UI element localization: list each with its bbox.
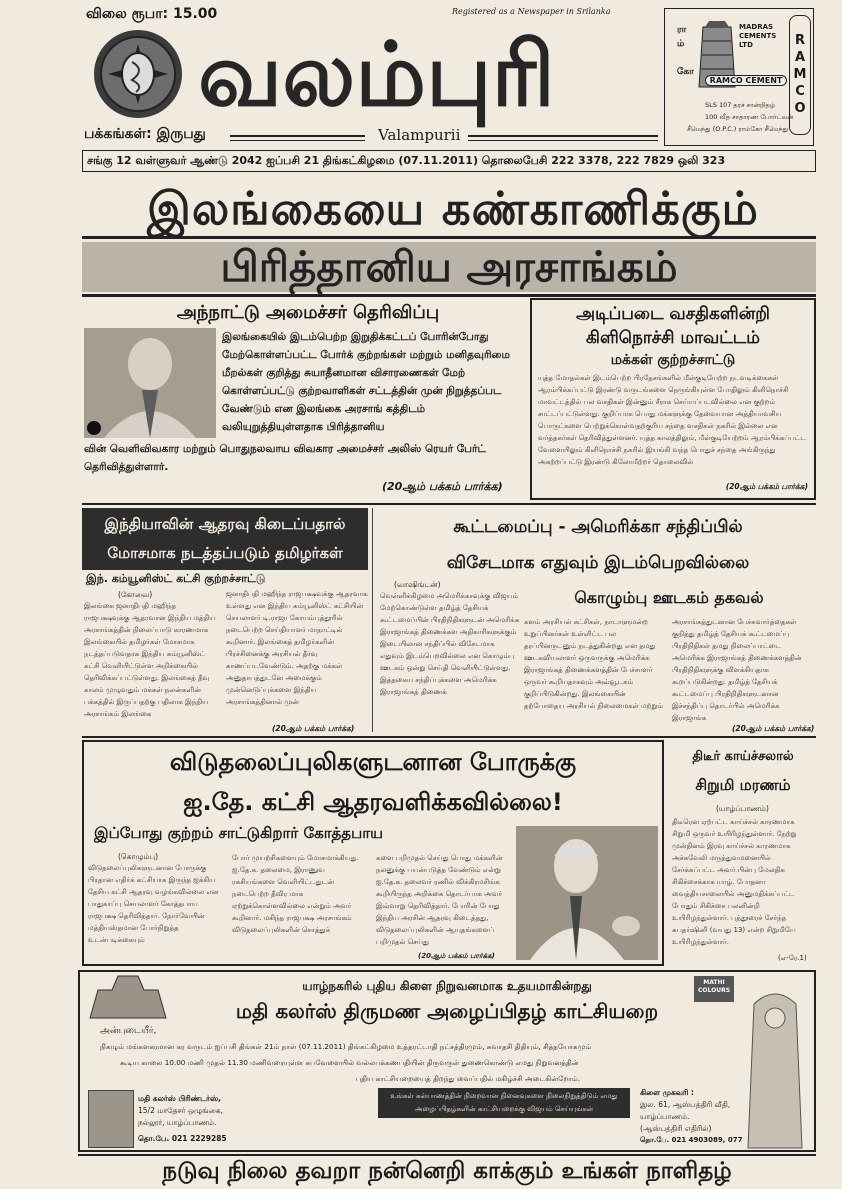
india-col-2: ஜனாதிபதி மஹிந்த ராஜபக்ஷவுக்கு ஆதரவாக உள்ளது என இந்திய கம்யூனிஸ்ட் கட்சியின் செயலாளர் டி.ராஜா கோயம்புத்தூரில் நடைபெற்ற செய்தியாளர் மாநாட்டில் கூறினார். இலங்கைத் தமிழர்களின் பிரச்சினைக்கு அரசியல் தீர்வு காணப்படவேண்டும். அதற்கு மக்கள் அனுதாபத்துடனே அமைக்கும் முன்னெடுப்புக்களை இந்திய அரசாங்கத்தினால் முன் [226, 590, 368, 706]
conch-emblem-icon [92, 28, 184, 120]
ad-phone: தொ.பே. 021 2229285 [138, 1134, 227, 1143]
death-code: (எ-ரே.1) [778, 954, 807, 962]
registration-note: Registered as a Newspaper in Srilanka [452, 7, 611, 16]
ltte-col-1: விடுதலைப்புலிகளுடனான போருக்கு பிரதான எதிர்க் கட்சியாக இருந்த ஐக்கிய தேசிய கட்சி ஆதரவு வழங்கவில்லை என பாதுகாப்பு செயலாளர் கோத்தபாய ராஜபக்ஷ தெரிவித்தார். நோர்வேயின் மத்தியஸ்தமான போர்நிறுத்த உடன்படிக்கையும் [88, 864, 219, 944]
ad-store-photo [88, 1090, 134, 1148]
tna-title-2: விசேடமாக எதுவும் இடம்பெறவில்லை [446, 553, 750, 573]
ad-right-3: (ஆஸ்பத்திரி எதிரில்) [640, 1124, 712, 1133]
ad-line-1: நிகழும் மங்களகரமான கர வருடம் ஐப்பசி திங்கள் 21ம் நாள் (07.11.2011) திங்கட்கிழமை உத்தரட்டாதி நட்சத்திரமும், சுவாதசி திதியும், சித்தயோகமும் [100, 1042, 592, 1051]
ad-top-line: யாழ்நகரில் புதிய கிளை நிறுவனமாக உதயமாகின்றது [302, 979, 592, 993]
kilinochchi-continued: (20ஆம் பக்கம் பார்க்க) [725, 482, 808, 491]
ramco-line-3: சீமெந்து (O.P.C.) ராம்கோ சீமெந்து [687, 125, 789, 133]
tna-col-1: வெள்ளிக்கிழமை அமெரிக்காவுக்கு விஜயம் மேற்கொண்டுள்ள தமிழ்த் தேசியக் கூட்டமைப்பின் பிரதிநிதிகளுடன் அமெரிக்க இராஜாங்கத் திணைக்கள அதிகாரிகளுக்கும் இடையிலான சந்திப்பில் விசேடமாக எதுவும் இடம்பெறவில்லை என கொழும்பு ஊடகம் ஒன்று செய்தி வெளியிட்டுள்ளது. இத்தகைய சந்திப்புக்களை அமெரிக்க இராஜாங்கத் திணைக் [380, 592, 520, 696]
kilinochchi-title-2: கிளிநொச்சி மாவட்டம் [586, 328, 760, 348]
india-continued: (20ஆம் பக்கம் பார்க்க) [272, 724, 355, 733]
ad-greeting: அன்புடையீர், [100, 1026, 157, 1036]
ramco-brand-vertical: RAMCO [789, 15, 811, 135]
lead-headline-1: இலங்கையை கண்காணிக்கும் [147, 182, 759, 235]
kilinochchi-box [530, 298, 816, 500]
kilinochchi-title-3: மக்கள் குற்றச்சாட்டு [610, 352, 736, 368]
india-title-2: மோசமாக நடத்தப்படும் தமிழர்கள் [107, 544, 343, 562]
dateline: சங்கு 12 வள்ளுவர் ஆண்டு 2042 ஐப்பசி 21 திங்கட்கிழமை (07.11.2011) தொலைபேசி 222 3378, 222 7829 ஒலி 323 [87, 154, 726, 167]
kilinochchi-title-1: அடிப்படை வசதிகளின்றி [576, 304, 770, 324]
tna-col-2: களம் அரசியல் கட்சிகள், நாடாளுமன்ற உறுப்பினர்கள் உள்ளிட்ட பல தரப்பினருடனும் நடத்துகின்றது என தமது ஊடகவியலாளர் ஒருவருக்கு அமெரிக்க இராஜாங்கத் திணைக்களத்தின் பேச்சாளர் ஒருவர் கூறியதாகவும் அவ்வூடகம் குறிப்பிடுகின்றது. இலங்கையின் தற்போதைய அரசியல் நிலைமைகள் மற்றும் [524, 618, 663, 710]
ramco-line-2: 100 வீத சாதாரண போர்ட்லன் [705, 113, 794, 121]
india-subtitle: இந். கம்யூனிஸ்ட் கட்சி குற்றச்சாட்டு [86, 572, 266, 585]
dateline-bar [82, 150, 816, 172]
ltte-col-2: போர் முயற்சிகளையும் மோசமாக்கியது. ஐ.தே.க. தலைமை, இராணுவ ரகசியங்களை வெளியிட்டதுடன் நடைபெற்ற தீவிர மாக ஏற்றுக்கொள்ளவில்லை என்றும் அவர் கூறினார். மகிந்த ராஜபக்ஷ அரசாங்கம் விடுதலைப்புலிகளின் சொத்துக் [232, 854, 359, 934]
ramco-line-1: SLS 107 தரச் சான்றிதழ் [705, 101, 776, 109]
ad-line-3: புதிய காட்சியறையைத் திறந்து வைப்பதில் மகிழ்ச்சி அடைகின்றோம். [355, 1074, 581, 1083]
lead-body: இலங்கையில் இடம்பெற்ற இறுதிக்கட்டப் போரின்போது மேற்கொள்ளப்பட்ட போர்க் குற்றங்கள் மற்றும் மனிதவுரிமை மீறல்கள் குறித்து சுயாதீனமான விசாரணைகள் மேற் கொள்ளப்பட்டு குற்றவாளிகள் சட்டத்தின் முன் நிறுத்தப்பட வேண்டும் என இலங்கை அரசாங் கத்திடம் வலியுறுத்தியுள்ளதாக பிரித்தானிய [222, 331, 510, 433]
tna-continued: (20ஆம் பக்கம் பார்க்க) [732, 724, 815, 733]
lead-body-2: வின் வெளிவிவகார மற்றும் பொதுநலவாய விவகார அமைச்சர் அலிஸ் ரெயர் பேர்ட் தெரிவித்துள்ளார். [84, 443, 486, 473]
ltte-title-2: ஐ.தே. கட்சி ஆதரவளிக்கவில்லை! [183, 788, 563, 816]
ramco-company: MADRAS CEMENTS LTD [739, 23, 777, 49]
death-dateline: (யாழ்ப்பாணம்) [716, 804, 769, 813]
india-col-1: இலங்கை ஜனாதிபதி மஹிந்த ராஜபக்ஷவுக்கு ஆதரவான இந்திய மத்திய அரசாங்கத்தின் நிலைப்பாடு காரணமாக இலங்கையில் தமிழர்கள் மோசமாக நடத்தப்படுவதாக இந்திய கம்யூனிஸ்ட் கட்சி வெளியிட்டுள்ள அறிக்கையில் தெரிவிக்கப்பட்டுள்ளது. இலங்கைத் தீவு காலம் முழுவதும் மக்கள் நலன்களின் பக்கத்தில் இருப்பதற்கு பதிலாக இந்திய அரசாங்கம் இலங்கை [84, 602, 216, 718]
ltte-continued: (20ஆம் பக்கம் பார்க்க) [418, 952, 495, 960]
kilinochchi-body: யுத்த மோதல்கள் இடம்பெற்ற பிரதேசங்களில் மீள்குடியேற்ற நடவடிக்கைகள் ஆரம்பிக்கப்பட்டு இரண்டு வருடங்களை நெருங்கியுள்ள போதிலும் கிளிநொச்சி மாவட்டத்தில் பல வசதிகள் இன்னும் சீராக செய்யப்படவில்லை என குற்றம் சாட்டப்பட்டுள்ளது. குறிப்பாக பொது மக்களுக்கு தேவையான அத்தியாவசிய பொருட்களை பெற்றுக்கொள்வதற்குரிய சந்தை வசதிகள் நகரில் இல்லை என வர்த்தகர்கள் தெரிவித்துள்ளனர். யுத்த காலத்திலும், மீள்குடியேற்றம் ஆரம்பிக்கப்பட்ட வேளையிலும் கிளிநொச்சி நகரில் இயங்கி வந்த பொதுச் சந்தை அங்கிருந்து அகற்றப்பட்டு இரண்டு கிலோமீற்றர் தொலைவில் [538, 374, 806, 466]
ad-title: மதி கலர்ஸ் திருமண அழைப்பிதழ் காட்சியறை [235, 999, 659, 1023]
ad-bride-illustration-icon [738, 984, 812, 1148]
death-title-1: திடீர் காய்ச்சலால் [692, 749, 794, 764]
minister-photo [84, 328, 216, 438]
masthead-title: வலம்புரி [198, 22, 555, 126]
india-title-1: இந்தியாவின் ஆதரவு கிடைப்பதால் [104, 515, 346, 533]
ramco-ad [664, 8, 814, 146]
footer-slogan: நடுவு நிலை தவறா நன்னெறி காக்கும் உங்கள் நாளிதழ் [162, 1158, 732, 1184]
ad-address-name: மதி கலர்ஸ் பிரிண்டர்ஸ், [138, 1094, 221, 1103]
ad-address-2: நல்லூர், யாழ்ப்பாணம். [138, 1118, 217, 1127]
tna-title-1: கூட்டமைப்பு - அமெரிக்கா சந்திப்பில் [453, 517, 743, 537]
ad-right-phone: தொ.பே. 021 4903089, 077 [640, 1136, 743, 1144]
gotabaya-photo [516, 826, 658, 960]
ad-right-1: இல. 61, ஆஸ்பத்திரி வீதி, [640, 1100, 731, 1109]
lead-continued: (20ஆம் பக்கம் பார்க்க) [382, 480, 503, 493]
tna-dateline: (வாஷிங்டன்) [394, 580, 441, 589]
masthead-english-title: Valampurii [378, 126, 461, 144]
ltte-col-3: களை பறிமுதல் செய்து பொது மக்களின் நலனுக்கு பயன்படுத்த வேண்டும் என்று ஐ.தே.க. தலைவர் ரணில் விக்கிரமசிங்க கூறியிருந்த அறிக்கை தொடர்பாக அவர் இவ்வாறு தெரிவித்தார். போரின் போது இந்திய அரசின் ஆதரவு கிடைத்தது, விடுதலைப்புலிகளின் ஆயுதங்களைப் பறிமுதல் செய்து [376, 854, 503, 946]
price-label: விலை ரூபா: 15.00 [86, 6, 218, 22]
lead-subhead: அந்நாட்டு அமைச்சர் தெரிவிப்பு [176, 302, 440, 323]
tna-subtitle: கொழும்பு ஊடகம் தகவல் [574, 588, 764, 607]
ad-center-text: உங்கள் கல்யாணத்தின் நிறைவான நினைவுகளை நிலைநிறுத்திடும் எமது அழைப்பிதழ்களின் காட்சியறைக்கு விஜயம் செய்யுங்கள் [390, 1092, 618, 1113]
ad-address-1: 15/2 மாதேசர் ஒழுங்கை, [138, 1106, 223, 1115]
ad-side-glyphs: ரா ம் கோ [677, 25, 694, 77]
ad-right-label: கிளை முகவரி : [640, 1088, 694, 1097]
ad-line-2: கூடிய காலை 10.00 மணி முதல் 11.30 மணிவரையுள்ள சுபவேளையில் வல்லபக்கணபதியின் திருவருள் துணைகொண்டு எமது நிறுவனத்தின் [120, 1058, 579, 1067]
lead-headline-2: பிரித்தானிய அரசாங்கம் [220, 242, 678, 291]
india-dateline: (கோவை) [118, 590, 153, 599]
tna-col-3: அரசாங்கத்துடனான பேச்சுவார்த்தைகள் குறித்து தமிழ்த் தேசியக் கூட்டமைப்பு பிரதிநிதிகள் தமது நிலைப்பாட்டை அமெரிக்க இராஜாங்கத் திணைக்களத்தின் பிரதிநிதிகளுக்கு விளக்கியதாக கூறப்படுகின்றது. தமிழ்த் தேசியக் கூட்டமைப்பு பிரதிநிதிகளுடனான இச்சந்திப்பு தொடர்பில் அமெரிக்க இராஜாங்க [672, 618, 802, 722]
ad-temple-left-icon [90, 976, 166, 1018]
page-count: பக்கங்கள்: இருபது [84, 126, 206, 142]
ramco-product: RAMCO CEMENT [705, 75, 787, 86]
ltte-subtitle: இப்போது குற்றம் சாட்டுகிறார் கோத்தபாய [94, 824, 383, 842]
ltte-dateline: (கொழும்பு) [118, 852, 159, 861]
death-body: திடீரென ஏற்பட்ட காய்ச்சல் காரணமாக சிறுமி ஒருவர் உயிரிழந்துள்ளார். நேற்று முன்தினம் இரவு காய்ச்சல் காரணமாக அச்சுவேலி மருத்துவமனையில் சேர்க்கப்பட்ட அவர் பின்பு மேலதிக சிகிச்சைக்காக யாழ். போதனா வைத்தியசாலையில் அனுமதிக்கப்பட்ட போதும் சிகிச்சை பலனின்றி உயிரிழந்துள்ளார். புத்தூரைச் சேர்ந்த சுபதர்ஷினி (வயது 13) என்ற சிறுமியே உயிரிழந்துள்ளார். [672, 818, 797, 946]
ltte-title-1: விடுதலைப்புலிகளுடனான போருக்கு [169, 748, 577, 776]
death-title-2: சிறுமி மரணம் [695, 776, 791, 794]
ad-right-2: யாழ்ப்பாணம். [640, 1112, 690, 1121]
ad-logo: MATHI COLOURS [694, 976, 734, 1002]
